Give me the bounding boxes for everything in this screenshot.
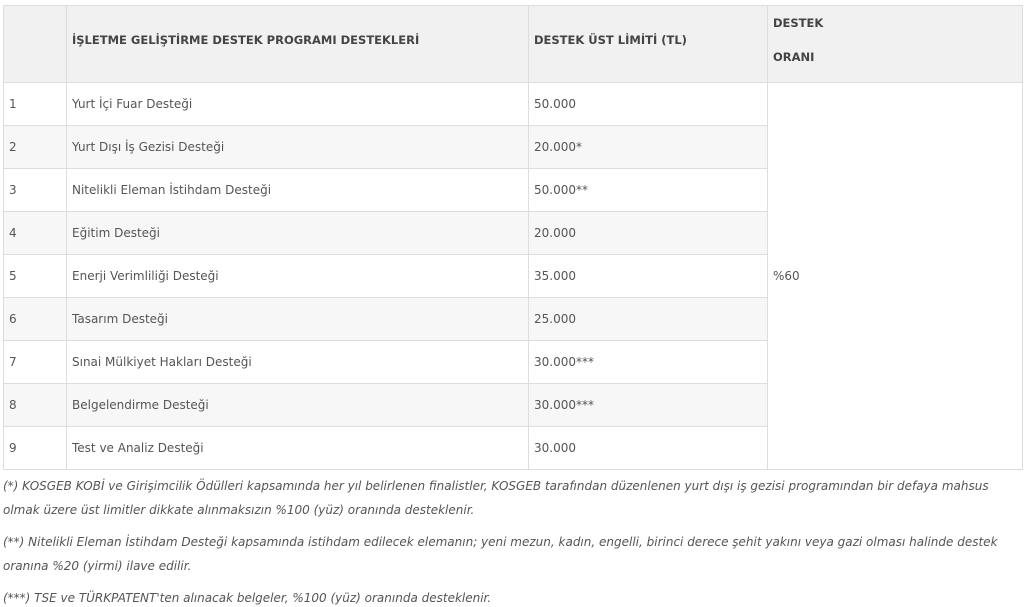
support-rate: %60 xyxy=(768,83,1023,470)
header-upper-limit xyxy=(529,6,768,83)
header-program-supports xyxy=(67,6,529,83)
row-number: 2 xyxy=(4,126,67,169)
support-name: Yurt Dışı İş Gezisi Desteği xyxy=(67,126,529,169)
support-limit: 50.000** xyxy=(529,169,768,212)
table-body xyxy=(4,83,1023,470)
row-number: 4 xyxy=(4,212,67,255)
footnote-1: (*) KOSGEB KOBİ ve Girişimcilik Ödülleri kapsamında her yıl belirlenen finalistler, KOSGEB tarafından düzenlenen yurt dışı iş gezisi programından bir defaya mahsus olmak üzere üst limitler dikkate alınmaksızın %100 (yüz) oranında desteklenir. xyxy=(3,479,989,517)
row-number: 6 xyxy=(4,298,67,341)
support-name: Enerji Verimliliği Desteği xyxy=(67,255,529,298)
header-support-rate-line2: ORANI xyxy=(773,50,815,64)
row-number: 5 xyxy=(4,255,67,298)
support-limit: 20.000* xyxy=(529,126,768,169)
support-limit: 35.000 xyxy=(529,255,768,298)
support-name: Tasarım Desteği xyxy=(67,298,529,341)
row-number: 7 xyxy=(4,341,67,384)
table-row xyxy=(4,83,1023,126)
support-limit: 25.000 xyxy=(529,298,768,341)
support-name: Yurt İçi Fuar Desteği xyxy=(67,83,529,126)
footnote-3: (***) TSE ve TÜRKPATENT'ten alınacak belgeler, %100 (yüz) oranında desteklenir. xyxy=(3,591,492,605)
support-limit: 30.000 xyxy=(529,427,768,470)
footnotes xyxy=(3,474,1023,607)
support-limit: 20.000 xyxy=(529,212,768,255)
row-number: 1 xyxy=(4,83,67,126)
support-table xyxy=(3,5,1023,470)
support-name: Eğitim Desteği xyxy=(67,212,529,255)
row-number: 3 xyxy=(4,169,67,212)
support-name: Sınai Mülkiyet Hakları Desteği xyxy=(67,341,529,384)
header-no xyxy=(4,6,67,83)
support-name: Test ve Analiz Desteği xyxy=(67,427,529,470)
table-header-row xyxy=(4,6,1023,83)
header-support-rate-line1: DESTEK xyxy=(773,16,824,30)
row-number: 8 xyxy=(4,384,67,427)
row-number: 9 xyxy=(4,427,67,470)
header-upper-limit-label: DESTEK ÜST LİMİTİ (TL) xyxy=(534,33,687,47)
support-limit: 50.000 xyxy=(529,83,768,126)
footnote-2: (**) Nitelikli Eleman İstihdam Desteği kapsamında istihdam edilecek elemanın; yeni mezun, kadın, engelli, birinci derece şehit yakını veya gazi olması halinde destek oranına %20 (yirmi) ilave edilir. xyxy=(3,535,998,573)
header-program-supports-label: İŞLETME GELİŞTİRME DESTEK PROGRAMI DESTEKLERİ xyxy=(72,33,420,47)
support-name: Nitelikli Eleman İstihdam Desteği xyxy=(67,169,529,212)
support-name: Belgelendirme Desteği xyxy=(67,384,529,427)
header-support-rate xyxy=(768,6,1023,83)
support-limit: 30.000*** xyxy=(529,341,768,384)
support-limit: 30.000*** xyxy=(529,384,768,427)
